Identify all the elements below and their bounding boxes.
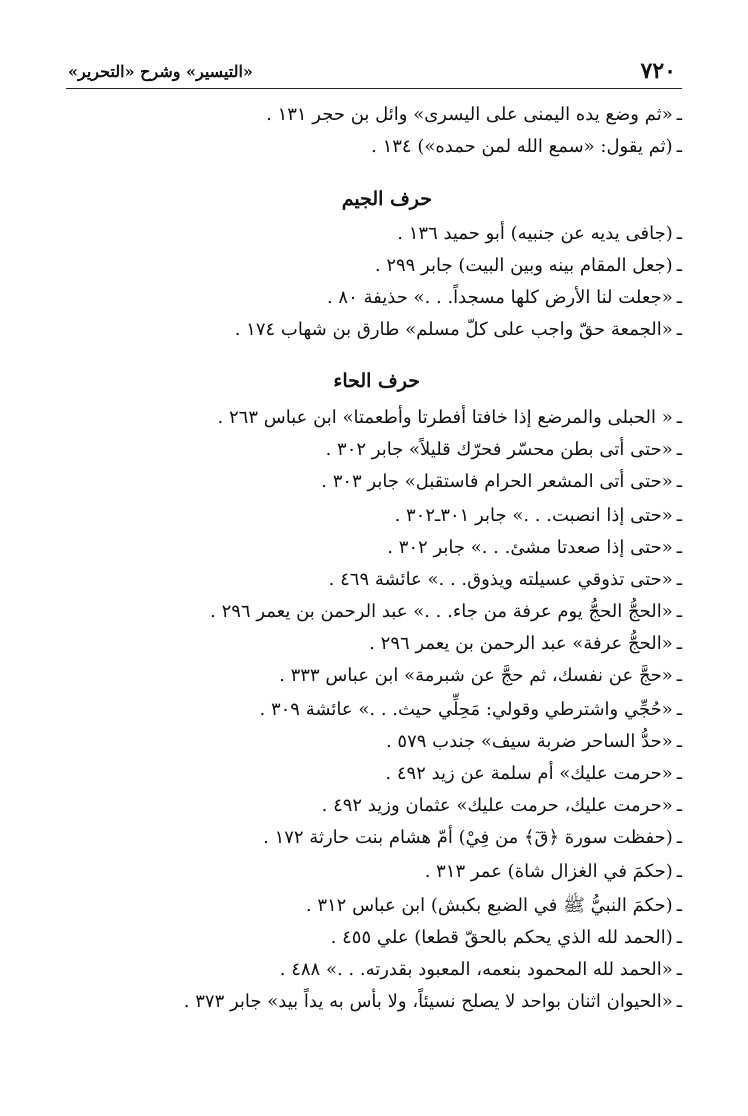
entry-dash: ـ — [676, 223, 682, 244]
entry-dash: ـ — [676, 927, 682, 948]
entry-text: «حرمت عليك، حرمت عليك» عثمان وزيد ٤٩٢ . — [321, 795, 673, 816]
page-number: ٧٢٠ — [640, 58, 676, 84]
entry-text: «الحجُّ الحجُّ يوم عرفة من جاء. . .» عبد الرحمن بن يعمر ٢٩٦ . — [210, 601, 673, 622]
index-entry — [235, 318, 682, 342]
entry-dash: ـ — [676, 537, 682, 558]
entry-text: «حرمت عليك» أم سلمة عن زيد ٤٩٢ . — [385, 763, 673, 784]
entry-text: (ثم يقول: «سمع الله لمن حمده») ١٣٤ . — [371, 136, 673, 157]
page-header — [66, 52, 682, 89]
index-entry — [369, 632, 682, 656]
index-entry — [326, 438, 682, 462]
index-entry — [387, 536, 682, 560]
entry-dash: ـ — [676, 633, 682, 654]
entry-dash: ـ — [676, 861, 682, 882]
entry-dash: ـ — [676, 569, 682, 590]
index-entry — [210, 600, 682, 624]
entry-text: «حتى إذا صعدتا مشئ. . .» جابر ٣٠٢ . — [387, 537, 673, 558]
entry-text: (حكمَ في الغزال شاة) عمر ٣١٣ . — [424, 861, 673, 882]
entry-text: (جعل المقام بينه وبين البيت) جابر ٢٩٩ . — [374, 255, 673, 276]
entry-text: «الجمعة حقّ واجب على كلّ مسلم» طارق بن شهاب ١٧٤ . — [234, 319, 673, 340]
entry-text: «الحمد لله المحمود بنعمه، المعبود بقدرته. . .» ٤٨٨ . — [279, 959, 673, 980]
running-title: «التيسير» وشرح «التحرير» — [68, 62, 253, 81]
entry-dash: ـ — [676, 255, 682, 276]
entry-dash: ـ — [676, 104, 682, 125]
entry-dash: ـ — [676, 959, 682, 980]
index-entry — [279, 664, 682, 688]
entry-dash: ـ — [676, 731, 682, 752]
index-entry — [260, 698, 682, 722]
entry-text: «حتى أتى المشعر الحرام فاستقبل» جابر ٣٠٣ . — [321, 471, 673, 492]
index-entry — [331, 926, 682, 950]
index-entry — [306, 894, 682, 918]
entry-text: (حفظت سورة ﴿قٓ﴾ من فِيْ) أمّ هشام بنت حارثة ١٧٢ . — [263, 827, 673, 848]
entry-text: «الحيوان اثنان بواحد لا يصلح نسيئاً، ولا بأس به يداً بيد» جابر ٣٧٣ . — [183, 991, 673, 1012]
entry-dash: ـ — [676, 763, 682, 784]
entry-text: « الحبلى والمرضع إذا خافتا أفطرتا وأطعمتا» ابن عباس ٢٦٣ . — [217, 407, 673, 428]
index-entry — [395, 504, 682, 528]
entry-dash: ـ — [676, 471, 682, 492]
entry-dash: ـ — [676, 136, 682, 157]
index-entry — [425, 860, 682, 884]
index-entry — [322, 794, 682, 818]
entry-dash: ـ — [676, 407, 682, 428]
entry-text: «حُجِّي واشترطي وقولي: مَحِلِّي حيث. . .» عائشة ٣٠٩ . — [259, 699, 673, 720]
index-entry — [397, 222, 682, 246]
entry-dash: ـ — [676, 991, 682, 1012]
entry-dash: ـ — [676, 505, 682, 526]
index-entry — [321, 470, 682, 494]
entry-dash: ـ — [676, 287, 682, 308]
entry-text: «حتى أتى بطن محسّر فحرّك قليلاً» جابر ٣٠٢ . — [325, 439, 673, 460]
entry-dash: ـ — [676, 895, 682, 916]
index-entry — [371, 135, 682, 159]
index-entry — [218, 406, 682, 430]
section-heading-ha: حرف الحاء — [333, 370, 420, 392]
index-entry — [266, 103, 682, 127]
index-entry — [280, 958, 682, 982]
index-entry — [386, 730, 682, 754]
entry-dash: ـ — [676, 699, 682, 720]
index-entry — [184, 990, 682, 1014]
entry-dash: ـ — [676, 601, 682, 622]
entry-text: (حكمَ النبيُّ ﷺ في الضبع بكبش) ابن عباس ٣١٢ . — [305, 895, 673, 916]
entry-text: «جعلت لنا الأرض كلها مسجداً. . .» حذيفة ٨٠ . — [326, 287, 673, 308]
entry-text: «ثم وضع يده اليمنى على اليسرى» وائل بن حجر ١٣١ . — [266, 104, 673, 125]
entry-text: «حتى تذوقي عسيلته ويذوق. . .» عائشة ٤٦٩ . — [328, 569, 673, 590]
entry-dash: ـ — [676, 319, 682, 340]
entry-text: «حدُّ الساحر ضربة سيف» جندب ٥٧٩ . — [385, 731, 673, 752]
index-entry — [263, 826, 682, 850]
entry-text: «الحجُّ عرفة» عبد الرحمن بن يعمر ٢٩٦ . — [369, 633, 673, 654]
entry-text: (الحمد لله الذي يحكم بالحقّ قطعا) علي ٤٥٥ . — [330, 927, 673, 948]
entry-text: «حتى إذا انصبت. . .» جابر ٣٠١ـ٣٠٢ . — [394, 505, 673, 526]
entry-dash: ـ — [676, 827, 682, 848]
entry-dash: ـ — [676, 795, 682, 816]
entry-text: (جافى يديه عن جنبيه) أبو حميد ١٣٦ . — [397, 223, 673, 244]
index-entry — [327, 286, 682, 310]
index-entry — [329, 568, 682, 592]
entry-text: «حجَّ عن نفسك، ثم حجَّ عن شبرمة» ابن عباس ٣٣٣ . — [279, 665, 673, 686]
entry-dash: ـ — [676, 665, 682, 686]
index-entry — [385, 762, 682, 786]
entry-dash: ـ — [676, 439, 682, 460]
index-entry — [375, 254, 682, 278]
section-heading-jim: حرف الجيم — [341, 188, 432, 210]
